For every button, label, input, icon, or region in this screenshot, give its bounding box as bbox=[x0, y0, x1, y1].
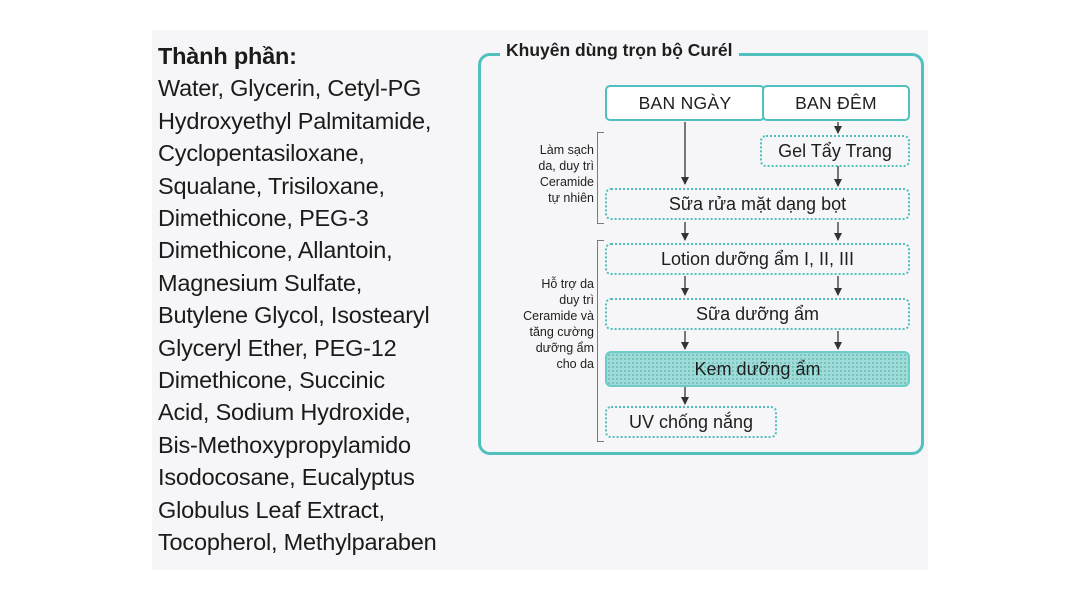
ingredient-line: Tocopherol, Methylparaben bbox=[158, 529, 437, 556]
ingredient-line: Glyceryl Ether, PEG-12 bbox=[158, 334, 397, 361]
support-bracket bbox=[597, 240, 604, 442]
ingredient-line: Bis-Methoxypropylamido bbox=[158, 431, 411, 458]
ingredients-title: Thành phần: bbox=[158, 43, 297, 69]
day-header: BAN NGÀY bbox=[605, 85, 765, 121]
step-foam-cleanser: Sữa rửa mặt dạng bọt bbox=[605, 188, 910, 220]
support-note: Hỗ trợ da duy trì Ceramide và tăng cường dưỡng ẩm cho da bbox=[523, 277, 594, 371]
ingredient-line: Magnesium Sulfate, bbox=[158, 269, 363, 296]
ingredient-line: Hydroxyethyl Palmitamide, bbox=[158, 107, 432, 134]
ingredient-line: Cyclopentasiloxane, bbox=[158, 140, 365, 167]
step-moisturizing-milk: Sữa dưỡng ẩm bbox=[605, 298, 910, 330]
regimen-title: Khuyên dùng trọn bộ Curél bbox=[500, 38, 739, 62]
ingredient-line: Globulus Leaf Extract, bbox=[158, 496, 385, 523]
ingredient-line: Acid, Sodium Hydroxide, bbox=[158, 399, 411, 426]
ingredient-line: Isodocosane, Eucalyptus bbox=[158, 464, 415, 491]
step-lotion: Lotion dưỡng ẩm I, II, III bbox=[605, 243, 910, 275]
step-gel-makeup-remover: Gel Tẩy Trang bbox=[760, 135, 910, 167]
step-moisturizing-cream: Kem dưỡng ẩm bbox=[605, 351, 910, 387]
cleanse-bracket bbox=[597, 132, 604, 224]
step-uv-sunscreen: UV chống nắng bbox=[605, 406, 777, 438]
ingredient-line: Dimethicone, Allantoin, bbox=[158, 237, 393, 264]
ingredient-line: Butylene Glycol, Isostearyl bbox=[158, 302, 430, 329]
ingredient-line: Dimethicone, PEG-3 bbox=[158, 205, 369, 232]
ingredient-line: Dimethicone, Succinic bbox=[158, 367, 385, 394]
cleanse-note: Làm sạch da, duy trì Ceramide tự nhiên bbox=[538, 143, 594, 205]
night-header: BAN ĐÊM bbox=[762, 85, 910, 121]
ingredient-line: Squalane, Trisiloxane, bbox=[158, 172, 385, 199]
ingredient-line: Water, Glycerin, Cetyl-PG bbox=[158, 75, 422, 102]
